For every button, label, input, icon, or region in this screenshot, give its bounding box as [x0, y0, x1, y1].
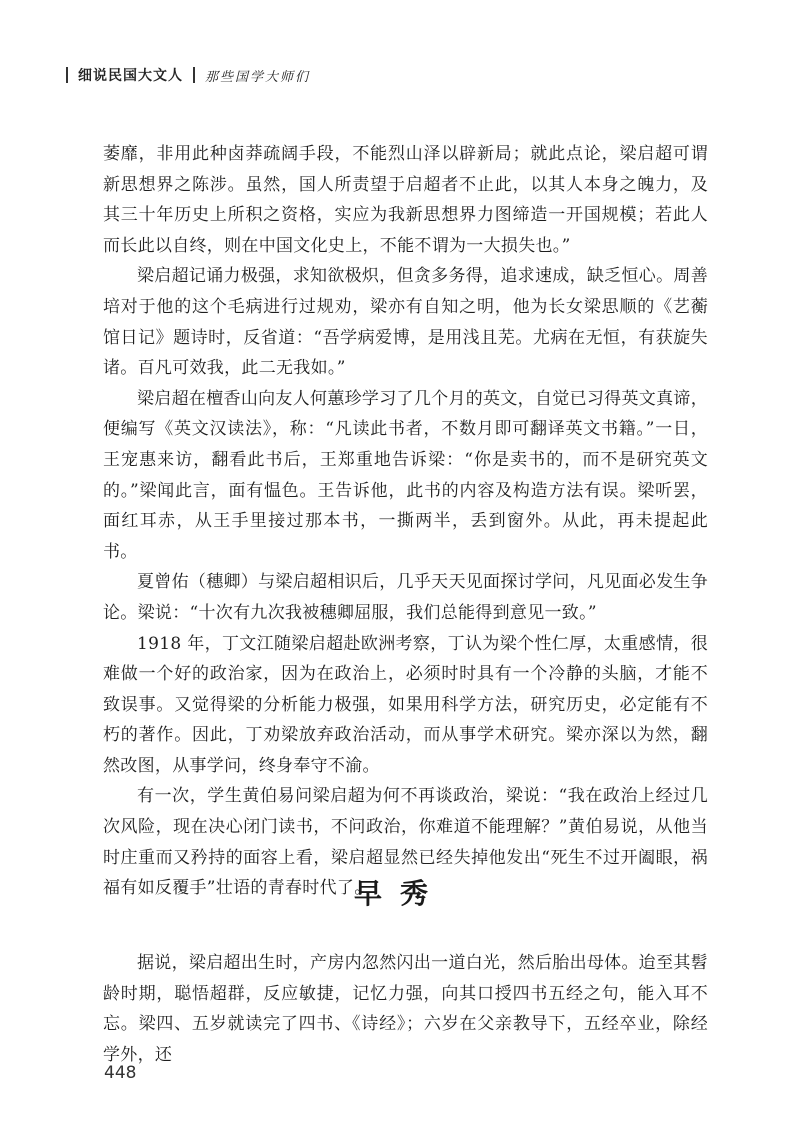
- paragraph-6: 有一次，学生黄伯易问梁启超为何不再谈政治，梁说：“我在政治上经过几次风险，现在决心闭门读书，不问政治，你难道不能理解？”黄伯易说，从他当时庄重而又矜持的面容上看，梁启超显然已经失掉他发出“死生不过开阖眼，祸福有如反覆手”壮语的青春时代了。: [103, 786, 708, 899]
- section-text: [103, 948, 708, 1070]
- book-title: 细说民国大文人: [78, 68, 183, 84]
- page-number: 448: [104, 1063, 137, 1083]
- paragraph-2: 梁启超记诵力极强，求知欲极炽，但贪多务得，追求速成，缺乏恒心。周善培对于他的这个毛病进行过规劝，梁亦有自知之明，他为长女梁思顺的《艺蘅馆日记》题诗时，反省道：“吾学病爱博，是用浅且芜。尤病在无恒，有获旋失诸。百凡可效我，此二无我如。”: [103, 266, 708, 379]
- main-text: [103, 139, 708, 904]
- header-divider: [66, 67, 68, 83]
- paragraph-4: 夏曾佑（穗卿）与梁启超相识后，几乎天天见面探讨学问，凡见面必发生争论。梁说：“十次有九次我被穗卿屈服，我们总能得到意见一致。”: [103, 572, 708, 623]
- section-paragraph: 据说，梁启超出生时，产房内忽然闪出一道白光，然后胎出母体。迨至其髫龄时期，聪悟超群，反应敏捷，记忆力强，向其口授四书五经之句，能入耳不忘。梁四、五岁就读完了四书、《诗经》；六岁在父亲教导下，五经卒业，除经学外，还: [103, 953, 708, 1065]
- running-header: [66, 64, 310, 86]
- section-heading: 早秀: [353, 877, 446, 910]
- paragraph-1: 萎靡，非用此种卤莽疏阔手段，不能烈山泽以辟新局；就此点论，梁启超可谓新思想界之陈涉。虽然，国人所责望于启超者不止此，以其人本身之魄力，及其三十年历史上所积之资格，实应为我新思想界力图缔造一开国规模；若此人而长此以自终，则在中国文化史上，不能不谓为一大损失也。”: [103, 144, 708, 256]
- paragraph-3: 梁启超在檀香山向友人何蕙珍学习了几个月的英文，自觉已习得英文真谛，便编写《英文汉读法》，称：“凡读此书者，不数月即可翻译英文书籍。”一日，王宠惠来访，翻看此书后，王郑重地告诉梁：“你是卖书的，而不是研究英文的。”梁闻此言，面有愠色。王告诉他，此书的内容及构造方法有误。梁听罢，面红耳赤，从王手里接过那本书，一撕两半，丢到窗外。从此，再未提起此书。: [103, 388, 708, 562]
- paragraph-5: 1918 年，丁文江随梁启超赴欧洲考察，丁认为梁个性仁厚，太重感情，很难做一个好的政治家，因为在政治上，必须时时具有一个冷静的头脑，才能不致误事。又觉得梁的分析能力极强，如果用科学方法，研究历史，必定能有不朽的著作。因此，丁劝梁放弃政治活动，而从事学术研究。梁亦深以为然，翻然改图，从事学问，终身奉守不渝。: [103, 633, 708, 776]
- header-divider: [193, 67, 195, 83]
- chapter-title: 那些国学大师们: [205, 69, 311, 85]
